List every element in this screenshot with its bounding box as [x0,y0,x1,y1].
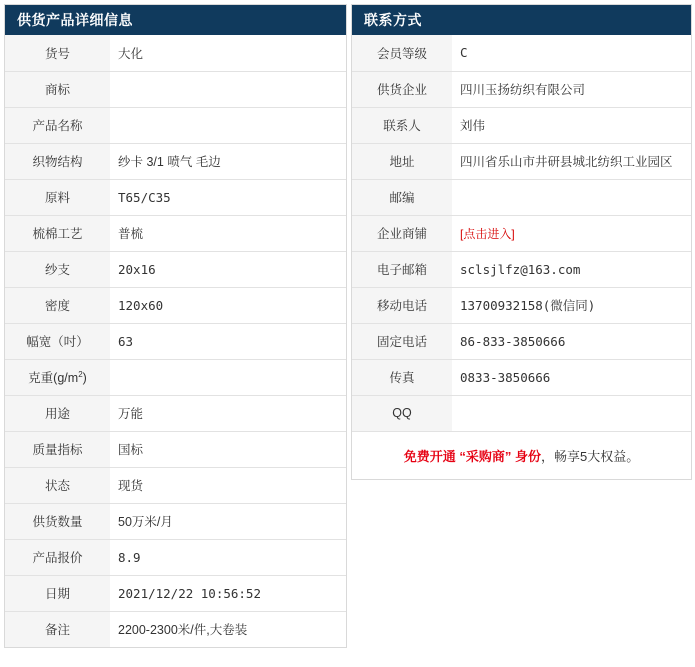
row-label-weight: 克重$(g/m^2)$ [5,359,110,395]
row-label-landline-phone: 固定电话 [352,323,452,359]
row-label-postcode: 邮编 [352,179,452,215]
row-value-fabric-structure: 纱卡 3/1 喷气 毛边 [110,143,346,179]
table-row [5,287,346,323]
table-row [5,107,346,143]
row-label-product-name: 产品名称 [5,107,110,143]
row-value-postcode [452,179,691,215]
row-label-yarn-count: 纱支 [5,251,110,287]
row-label-raw-material: 原料 [5,179,110,215]
row-value-raw-material: T65/C35 [110,179,346,215]
row-value-member-level: C [452,35,691,71]
table-row [5,431,346,467]
row-value-email: sclsjlfz@163.com [452,251,691,287]
supply-product-detail-panel [4,4,347,648]
row-value-width: 63 [110,323,346,359]
row-label-fax: 传真 [352,359,452,395]
row-label-huohao: 货号 [5,35,110,71]
row-label-price: 产品报价 [5,539,110,575]
row-value-huohao: 大化 [110,35,346,71]
row-value-company-shop [452,215,691,251]
table-row [352,359,691,395]
table-row [352,395,691,431]
row-label-email: 电子邮箱 [352,251,452,287]
row-label-contact-person: 联系人 [352,107,452,143]
table-row [5,359,346,395]
row-value-date: 2021/12/22 10:56:52 [110,575,346,611]
contact-info-panel [351,4,692,480]
row-value-price: 8.9 [110,539,346,575]
row-value-supplier-company: 四川玉扬纺织有限公司 [452,71,691,107]
row-value-landline-phone: 86-833-3850666 [452,323,691,359]
row-label-supplier-company: 供货企业 [352,71,452,107]
row-value-weight [110,359,346,395]
table-row [5,611,346,647]
row-label-fabric-structure: 织物结构 [5,143,110,179]
row-value-yarn-count: 20x16 [110,251,346,287]
contact-info-table [352,35,691,431]
row-label-address: 地址 [352,143,452,179]
row-value-qq [452,395,691,431]
row-value-remark: 2200-2300米/件,大卷装 [110,611,346,647]
row-label-company-shop: 企业商铺 [352,215,452,251]
left-panel-title: 供货产品详细信息 [5,5,346,35]
row-label-member-level: 会员等级 [352,35,452,71]
promo-suffix-text: ，畅享5大权益。 [541,449,640,464]
row-value-shangbiao [110,71,346,107]
product-detail-table [5,35,346,647]
row-value-combing-process: 普梳 [110,215,346,251]
table-row [352,323,691,359]
row-label-status: 状态 [5,467,110,503]
table-row [5,71,346,107]
table-row [5,323,346,359]
table-row [352,143,691,179]
table-row [5,539,346,575]
row-label-combing-process: 梳棉工艺 [5,215,110,251]
row-value-fax: 0833-3850666 [452,359,691,395]
row-value-contact-person: 刘伟 [452,107,691,143]
table-row [352,251,691,287]
row-label-remark: 备注 [5,611,110,647]
row-label-mobile-phone: 移动电话 [352,287,452,323]
table-row [352,215,691,251]
table-row [5,35,346,71]
row-label-width: 幅宽（吋） [5,323,110,359]
row-value-status: 现货 [110,467,346,503]
row-value-mobile-phone: 13700932158(微信同) [452,287,691,323]
row-label-supply-quantity: 供货数量 [5,503,110,539]
table-row [5,503,346,539]
table-row [352,179,691,215]
promo-highlight-text: 免费开通 “采购商” 身份 [403,449,541,464]
table-row [5,251,346,287]
table-row [352,71,691,107]
table-row [352,107,691,143]
row-label-date: 日期 [5,575,110,611]
table-row [5,179,346,215]
table-row [5,215,346,251]
table-row [352,35,691,71]
row-label-shangbiao: 商标 [5,71,110,107]
row-label-quality-standard: 质量指标 [5,431,110,467]
row-label-qq: QQ [352,395,452,431]
table-row [5,395,346,431]
table-row [5,467,346,503]
row-value-quality-standard: 国标 [110,431,346,467]
row-value-supply-quantity: 50万米/月 [110,503,346,539]
right-panel-title: 联系方式 [352,5,691,35]
row-value-product-name [110,107,346,143]
row-value-usage: 万能 [110,395,346,431]
table-row [352,287,691,323]
row-label-usage: 用途 [5,395,110,431]
table-row [5,575,346,611]
table-row [5,143,346,179]
row-value-address: 四川省乐山市井研县城北纺织工业园区 [452,143,691,179]
purchaser-promo-banner[interactable] [352,431,691,479]
row-label-density: 密度 [5,287,110,323]
enter-shop-link[interactable]: [点击进入] [460,226,515,241]
row-value-density: 120x60 [110,287,346,323]
